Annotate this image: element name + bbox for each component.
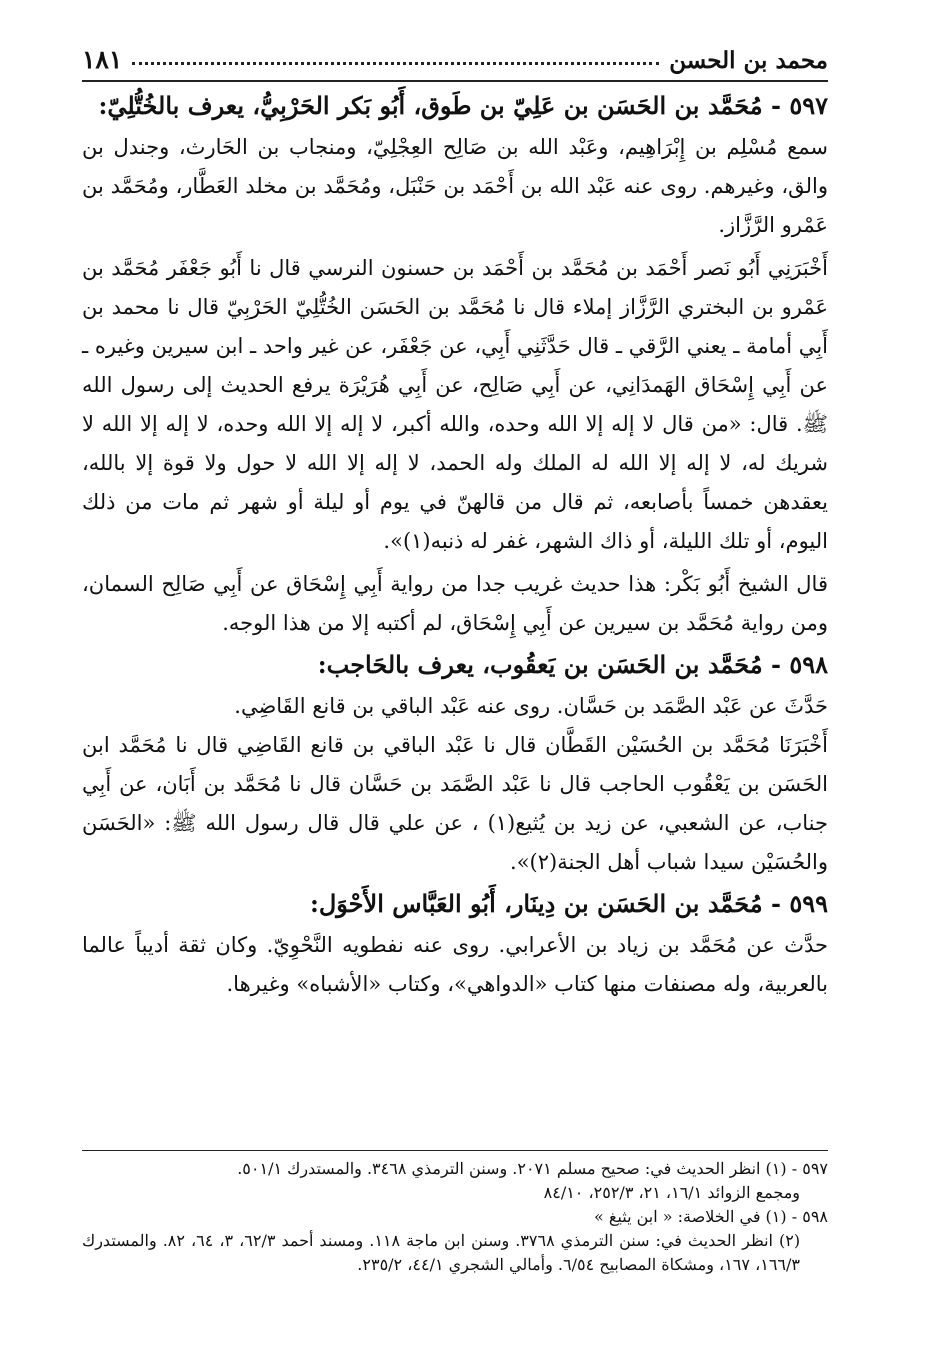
page-number: ١٨١ (82, 45, 123, 74)
header-rule (82, 80, 828, 82)
entry-heading-598: ٥٩٨ - مُحَمَّد بن الحَسَن بن يَعقُوب، يعرف بالحَاجب: (317, 650, 828, 679)
footnote-continuation: ومجمع الزوائد ١٦/١، ٢١، ٢٥٢/٣، ٨٤/١٠ (543, 1183, 800, 1202)
entry-paragraph: قال الشيخ أَبُو بَكْر: هذا حديث غريب جدا من رواية أَبِي إِسْحَاق عن أَبِي صَالِح السمان، ومن رواية مُحَمَّد بن سيرين عن أَبِي إِسْحَاق، لم أكتبه إلا من هذا الوجه. (82, 572, 828, 635)
running-head: محمد بن الحسن (669, 47, 828, 74)
page-body (82, 84, 828, 1004)
entry-heading-597: ٥٩٧ - مُحَمَّد بن الحَسَن بن عَلِيّ بن طَوق، أَبُو بَكر الحَرْبِيُّ، يعرف بالخُتُّلِيّ: (98, 91, 828, 120)
footnote: ٥٩٨ - (١) في الخلاصة: « ابن يثيغ » (594, 1207, 828, 1226)
entry-paragraph: سمع مُسْلِم بن إِبْرَاهِيم، وعَبْد الله بن صَالِح العِجْلِيّ، ومنجاب بن الحَارث، وجندل بن والق، وغيرهم. روى عنه عَبْد الله بن أَحْمَد بن حَنْبَل، ومُحَمَّد بن مخلد العَطَّار، ومُحَمَّد بن عَمْرو الرَّزَّاز. (82, 135, 828, 237)
entry-heading-599: ٥٩٩ - مُحَمَّد بن الحَسَن بن دِينَار، أَبُو العَبَّاس الأَحْوَل: (309, 889, 828, 918)
footnote: (٢) انظر الحديث في: سنن الترمذي ٣٧٦٨. وسنن ابن ماجة ١١٨. ومسند أحمد ٦٢/٣، ٣، ٦٤، ٨٢. والمستدرك ١٦٦/٣، ١٦٧، ومشكاة المصابيح ٦/٥٤. وأمالي الشجري ٤٤/١، ٢٣٥/٢. (82, 1231, 801, 1274)
page-header (82, 34, 828, 74)
entry-paragraph: حَدَّثَ عن عَبْد الصَّمَد بن حَسَّان. روى عنه عَبْد الباقي بن قانع القَاضِي. (234, 694, 828, 718)
leader-dots (132, 62, 659, 65)
footnote: ٥٩٧ - (١) انظر الحديث في: صحيح مسلم ٢٠٧١. وسنن الترمذي ٣٤٦٨. والمستدرك ٥٠١/١. (237, 1159, 828, 1178)
entry-paragraph: أَخْبَرَنَا مُحَمَّد بن الحُسَيْن القَطَّان قال نا عَبْد الباقي بن قانع القَاضِي قال نا مُحَمَّد ابن الحَسَن بن يَعْقُوب الحاجب قال نا عَبْد الصَّمَد بن حَسَّان قال نا مُحَمَّد بن أَبَان، عن أَبِي جناب، عن الشعبي، عن زيد بن يُثيع(١) ، عن علي قال قال رسول الله ﷺ: «الحَسَن والحُسَيْن سيدا شباب أهل الجنة(٢)». (82, 733, 828, 874)
entry-paragraph: حدَّث عن مُحَمَّد بن زياد بن الأعرابي. روى عنه نفطويه النَّحْوِيّ. وكان ثقة أديباً عالما بالعربية، وله مصنفات منها كتاب «الدواهي»، وكتاب «الأشباه» وغيرها. (82, 933, 828, 996)
footnotes (82, 1150, 828, 1277)
entry-paragraph: أَخْبَرَنِي أَبُو نَصر أَحْمَد بن مُحَمَّد بن أَحْمَد بن حسنون النرسي قال نا أَبُو جَعْفَر مُحَمَّد بن عَمْرو بن البختري الرَّزَّاز إملاء قال نا مُحَمَّد بن الحَسَن الخُتُّلِيّ الحَرْبِيّ قال نا محمد بن أَبِي أمامة ـ يعني الرَّقي ـ قال حَدَّثَنِي أَبِي، عن جَعْفَر، عن غير واحد ـ ابن سيرين وغيره ـ عن أَبِي إِسْحَاق الهَمدَانِي، عن أَبِي صَالِح، عن أَبِي هُرَيْرَة يرفع الحديث إلى رسول الله ﷺ. قال: «من قال لا إله إلا الله وحده، والله أكبر، لا إله إلا الله وحده، لا إله إلا الله لا شريك له، لا إله إلا الله له الملك وله الحمد، لا إله إلا الله لا حول ولا قوة إلا بالله، يعقدهن خمساً بأصابعه، ثم قال من قالهنّ في يوم أو ليلة أو شهر ثم مات من ذلك اليوم، أو تلك الليلة، أو ذاك الشهر، غفر له ذنبه(١)». (82, 256, 828, 553)
